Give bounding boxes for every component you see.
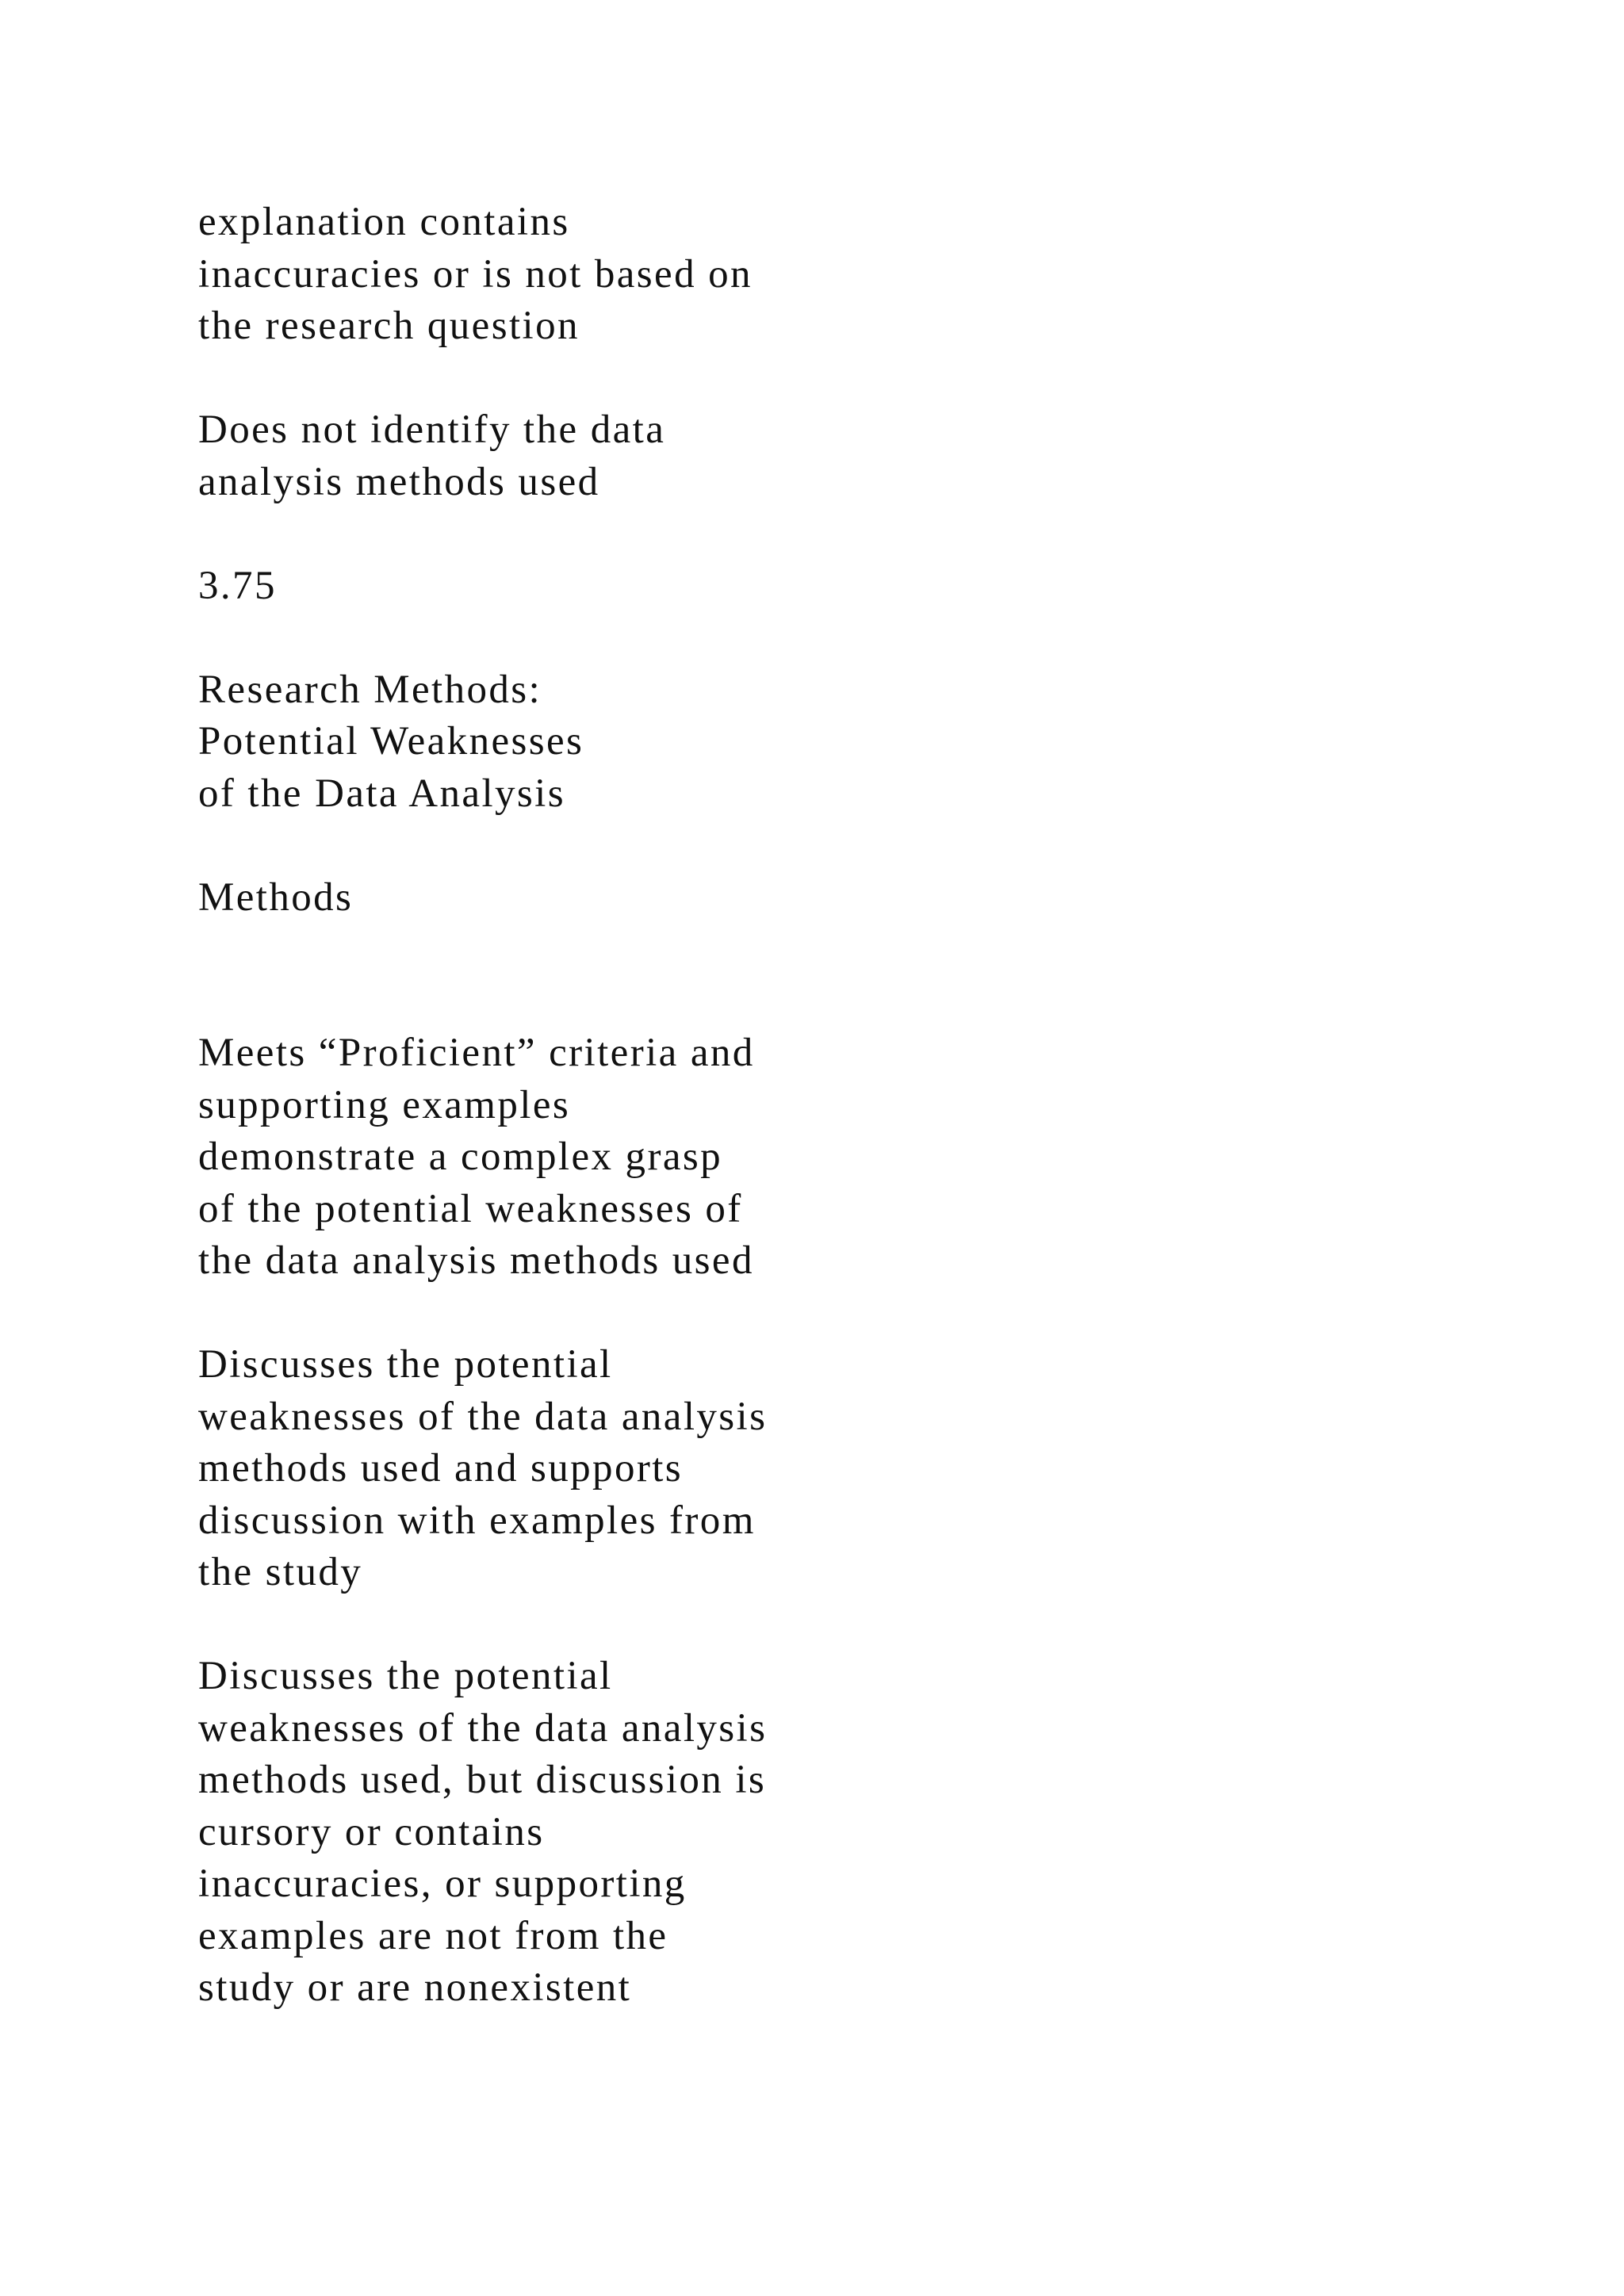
- text-line: study or are nonexistent: [198, 1965, 632, 2010]
- text-line: inaccuracies or is not based on: [198, 251, 753, 297]
- not-evident-text: [198, 404, 912, 508]
- text-line: Research Methods:: [198, 667, 542, 712]
- text-line: discussion with examples from: [198, 1498, 756, 1543]
- text-line: supporting examples: [198, 1082, 571, 1127]
- text-line: Meets “Proficient” criteria and: [198, 1031, 755, 1075]
- text-line: explanation contains: [198, 200, 570, 244]
- criterion-title: [198, 664, 912, 821]
- text-line: inaccuracies, or supporting: [198, 1862, 687, 1906]
- text-line: Discusses the potential: [198, 1654, 613, 1698]
- text-line: the study: [198, 1550, 363, 1594]
- text-line: cursory or contains: [198, 1809, 545, 1854]
- blank-spacer: [198, 976, 912, 1028]
- text-line: of the Data Analysis: [198, 771, 565, 816]
- text-line: weaknesses of the data analysis: [198, 1394, 768, 1439]
- score-value: [198, 561, 912, 613]
- text-line: 3.75: [198, 563, 277, 608]
- text-line: weaknesses of the data analysis: [198, 1705, 768, 1751]
- text-line: Potential Weaknesses: [198, 719, 584, 763]
- text-line: methods used, but discussion is: [198, 1758, 767, 1802]
- text-line: Does not identify the data: [198, 408, 666, 452]
- text-line: the data analysis methods used: [198, 1238, 754, 1283]
- proficient-text: [198, 1339, 912, 1599]
- text-line: the research question: [198, 304, 580, 348]
- text-line: Discusses the potential: [198, 1342, 613, 1387]
- criterion-title-continuation: [198, 872, 912, 924]
- exemplary-text: [198, 1027, 912, 1288]
- text-column: [198, 197, 912, 2066]
- text-line: analysis methods used: [198, 459, 600, 504]
- text-line: demonstrate a complex grasp: [198, 1135, 723, 1179]
- text-line: examples are not from the: [198, 1913, 668, 1958]
- text-line: Methods: [198, 874, 354, 920]
- text-line: methods used and supports: [198, 1446, 684, 1490]
- previous-criterion-tail-text: [198, 197, 912, 353]
- needs-improvement-text: [198, 1651, 912, 2015]
- text-line: of the potential weaknesses of: [198, 1186, 743, 1231]
